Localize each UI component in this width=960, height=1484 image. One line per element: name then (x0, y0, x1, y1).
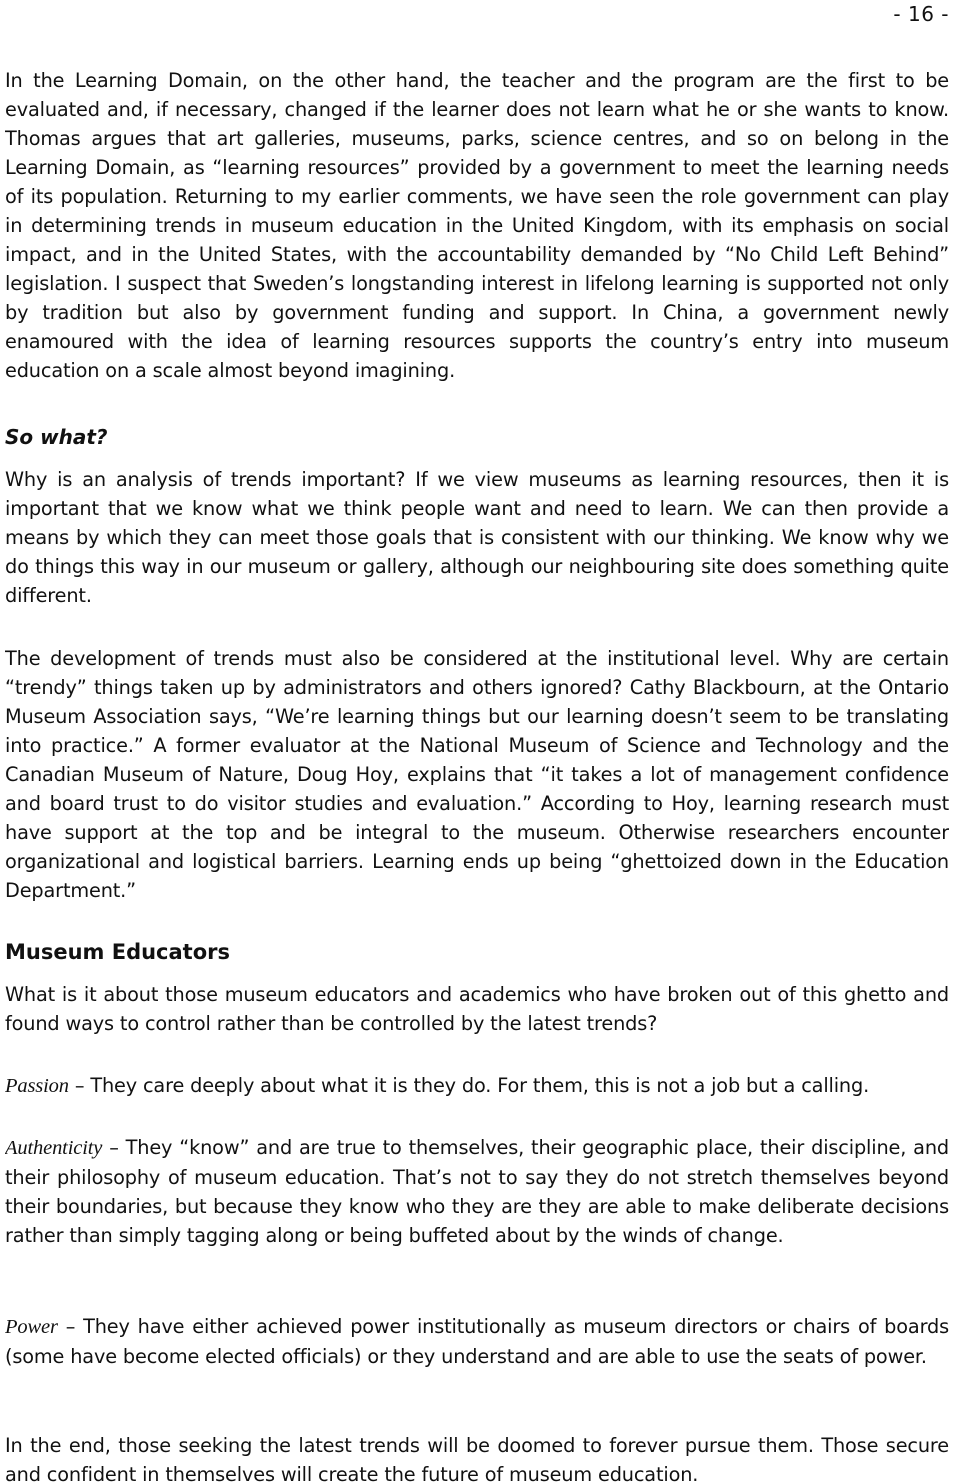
paragraph-passion (5, 1071, 949, 1101)
passion-description: – They care deeply about what it is they do. For them, this is not a job but a calling. (68, 1074, 870, 1097)
paragraph-why-trends: Why is an analysis of trends important? If we view museums as learning resources, then it is important that we know what we think people want and need to learn. We can then provide a means by which they can meet those goals that is consistent with our thinking. We know why we do things this way in our museum or gallery, although our neighbouring site does something quite different. (5, 468, 949, 607)
paragraph-authenticity (5, 1133, 949, 1250)
paragraph-learning-domain: In the Learning Domain, on the other hand, the teacher and the program are the first to be evaluated and, if necessary, changed if the learner does not learn what he or she wants to know. Thomas argues that art galleries, museums, parks, science centres, and so on belong in the Learning Domain, as “learning resources” provided by a government to meet the learning needs of its population. Returning to my earlier comments, we have seen the role government can play in determining trends in museum education in the United Kingdom, with its emphasis on social impact, and in the United States, with the accountability demanded by “No Child Left Behind” legislation. I suspect that Sweden’s longstanding interest in lifelong learning is supported not only by tradition but also by government funding and support. In China, a government newly enamoured with the idea of learning resources supports the country’s entry into museum education on a scale almost beyond imagining. (5, 69, 949, 382)
power-description: – They have either achieved power institutionally as museum directors or chairs of boards (some have become elected officials) or they understand and are able to use the seats of power. (5, 1315, 949, 1368)
paragraph-conclusion: In the end, those seeking the latest trends will be doomed to forever pursue them. Those secure and confident in themselves will create the future of museum education. (5, 1434, 949, 1484)
heading-so-what: So what? (5, 425, 108, 449)
term-power: Power (5, 1316, 58, 1338)
paragraph-power (5, 1312, 949, 1371)
heading-museum-educators: Museum Educators (5, 940, 231, 964)
page-number: - 16 - (893, 2, 949, 26)
document-page (5, 0, 949, 1484)
paragraph-museum-educators-intro: What is it about those museum educators and academics who have broken out of this ghetto and found ways to control rather than be controlled by the latest trends? (5, 983, 949, 1035)
term-authenticity: Authenticity (5, 1137, 103, 1159)
term-passion: Passion (5, 1075, 69, 1097)
paragraph-institutional-level: The development of trends must also be considered at the institutional level. Why are certain “trendy” things taken up by administrators and others ignored? Cathy Blackbourn, at the Ontario Museum Association says, “We’re learning things but our learning doesn’t seem to be translating into practice.” A former evaluator at the National Museum of Science and Technology and the Canadian Museum of Nature, Doug Hoy, explains that “it takes a lot of management confidence and board trust to do visitor studies and evaluation.” According to Hoy, learning research must have support at the top and be integral to the museum. Otherwise researchers encounter organizational and logistical barriers. Learning ends up being “ghettoized down in the Education Department.” (5, 647, 949, 902)
authenticity-description: – They “know” and are true to themselves, their geographic place, their discipline, and their philosophy of museum education. That’s not to say they do not stretch themselves beyond their boundaries, but because they know who they are they are able to make deliberate decisions rather than simply tagging along or being buffeted about by the winds of change. (5, 1136, 949, 1247)
